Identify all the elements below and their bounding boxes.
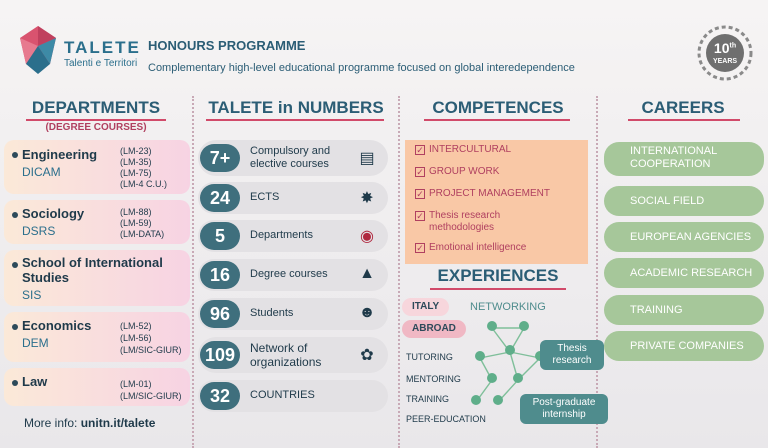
career-item: PRIVATE COMPANIES	[604, 331, 764, 361]
stat-value: 96	[200, 300, 240, 328]
competence-item: ✓ PROJECT MANAGEMENT	[416, 188, 550, 199]
bullet-icon	[12, 262, 18, 268]
stat-label: Departments	[250, 229, 313, 241]
bullet-icon	[12, 152, 18, 158]
stat-value: 24	[200, 184, 240, 212]
degree-code: (LM/SIC-GIUR)	[120, 345, 182, 355]
networking-label: NETWORKING	[470, 301, 546, 313]
career-item: SOCIAL FIELD	[604, 186, 764, 216]
heading-underline	[206, 119, 384, 121]
checkbox-icon: ✓	[416, 167, 424, 177]
degree-code: (LM-52)	[120, 321, 152, 331]
competences-box	[405, 140, 588, 264]
network-icon: ✿	[360, 347, 374, 364]
activity-peer-education: PEER-EDUCATION	[406, 414, 486, 424]
bullet-icon	[12, 380, 18, 386]
competence-item: ✓ Emotional intelligence	[416, 242, 527, 253]
page-subtitle: Complementary high-level educational programme focused on global interedependence	[148, 62, 575, 74]
heading-underline	[430, 288, 566, 290]
more-info-label: More info:	[24, 416, 81, 430]
stat-value: 16	[200, 261, 240, 289]
degree-code: (LM-23)	[120, 146, 152, 156]
dept-engineering	[4, 140, 190, 194]
checkbox-icon: ✓	[416, 189, 424, 199]
brand-subtitle: Talenti e Territori	[64, 58, 138, 69]
badge-suffix: th	[729, 42, 737, 50]
badge-number: 10	[713, 40, 730, 56]
stat-value: 32	[200, 382, 240, 410]
badge-word: YEARS	[712, 58, 738, 65]
departments-heading: DEPARTMENTS	[31, 98, 161, 117]
checkbox-icon: ✓	[416, 145, 424, 155]
careers-heading: CAREERS	[641, 98, 725, 117]
pill-abroad: ABROAD	[402, 320, 466, 338]
stat-label: COUNTRIES	[250, 389, 315, 401]
presentation-icon: ▤	[359, 150, 375, 167]
numbers-heading: TALETE in NUMBERS	[208, 98, 384, 117]
dept-name: Economics	[22, 318, 92, 333]
stat-degree-courses	[198, 259, 388, 291]
medal-icon: ✸	[360, 190, 374, 207]
heading-underline	[26, 119, 166, 121]
degree-code: (LM-35)	[120, 157, 152, 167]
activity-mentoring: MENTORING	[406, 374, 461, 384]
graduation-cap-icon: ▲	[359, 265, 375, 282]
dept-law	[4, 368, 190, 406]
activity-tutoring: TUTORING	[406, 352, 453, 362]
students-icon: ☻	[358, 304, 376, 321]
dept-code: DSRS	[22, 224, 56, 238]
career-item: EUROPEAN AGENCIES	[604, 222, 764, 252]
competence-item: ✓ Thesis research methodologies	[416, 210, 501, 233]
stat-label: Network of organizations	[250, 341, 322, 369]
degree-code: (LM-56)	[120, 333, 152, 343]
bullet-icon	[12, 212, 18, 218]
activity-training: TRAINING	[406, 394, 450, 404]
stat-label: Students	[250, 307, 294, 319]
stat-label: Compulsory and elective courses	[250, 145, 331, 170]
internship-box: Post-graduate internship	[520, 394, 608, 424]
competences-heading: COMPETENCES	[432, 98, 564, 117]
degree-code: (LM-88)	[120, 207, 152, 217]
more-info-link[interactable]: unitn.it/talete	[80, 416, 156, 430]
career-item: INTERNATIONAL COOPERATION	[604, 142, 764, 176]
bullet-icon	[12, 324, 18, 330]
anniversary-badge	[696, 24, 754, 86]
dept-code: DEM	[22, 336, 49, 350]
dept-name: Law	[22, 374, 48, 389]
experiences-heading: EXPERIENCES	[437, 266, 559, 285]
seal-icon: ◉	[360, 228, 374, 245]
header	[0, 0, 768, 92]
dept-economics	[4, 312, 190, 362]
career-item: TRAINING	[604, 295, 764, 325]
pill-italy: ITALY	[402, 298, 449, 316]
talete-logo-icon	[16, 24, 60, 76]
page-title: HONOURS PROGRAMME	[148, 38, 306, 53]
dept-code: SIS	[22, 288, 42, 302]
departments-subheading: (DEGREE COURSES)	[45, 122, 147, 133]
stat-students	[198, 298, 388, 330]
dept-sis	[4, 250, 190, 306]
checkbox-icon: ✓	[416, 211, 424, 221]
dept-sociology	[4, 200, 190, 244]
competence-item: ✓ INTERCULTURAL	[416, 144, 512, 155]
degree-code: (LM-75)	[120, 168, 152, 178]
stat-departments	[198, 220, 388, 252]
degree-code: (LM-DATA)	[120, 229, 165, 239]
stat-ects	[198, 182, 388, 214]
stat-network	[198, 337, 388, 373]
degree-code: (LM-4 C.U.)	[120, 179, 167, 189]
stat-value: 109	[200, 341, 240, 369]
degree-code: (LM-01)	[120, 379, 152, 389]
heading-underline	[628, 119, 740, 121]
stat-label: ECTS	[250, 191, 280, 203]
stat-value: 7+	[200, 144, 240, 172]
stat-value: 5	[200, 222, 240, 250]
dept-code: DICAM	[22, 165, 61, 179]
dept-name: Engineering	[22, 147, 98, 162]
stat-courses	[198, 140, 388, 176]
career-item: ACADEMIC RESEARCH	[604, 258, 764, 288]
dept-name: School of International Studies	[22, 255, 163, 285]
degree-code: (LM/SIC-GIUR)	[120, 391, 182, 401]
more-info	[24, 416, 155, 430]
thesis-research-box: Thesis research	[540, 340, 604, 370]
column-separator	[192, 96, 194, 448]
checkbox-icon: ✓	[416, 243, 424, 253]
dept-name: Sociology	[22, 206, 85, 221]
brand-name: TALETE	[64, 38, 141, 57]
heading-underline	[424, 119, 570, 121]
stat-label: Degree courses	[250, 268, 328, 280]
stat-countries	[198, 380, 388, 412]
degree-code: (LM-59)	[120, 218, 152, 228]
competence-item: ✓ GROUP WORK	[416, 166, 500, 177]
